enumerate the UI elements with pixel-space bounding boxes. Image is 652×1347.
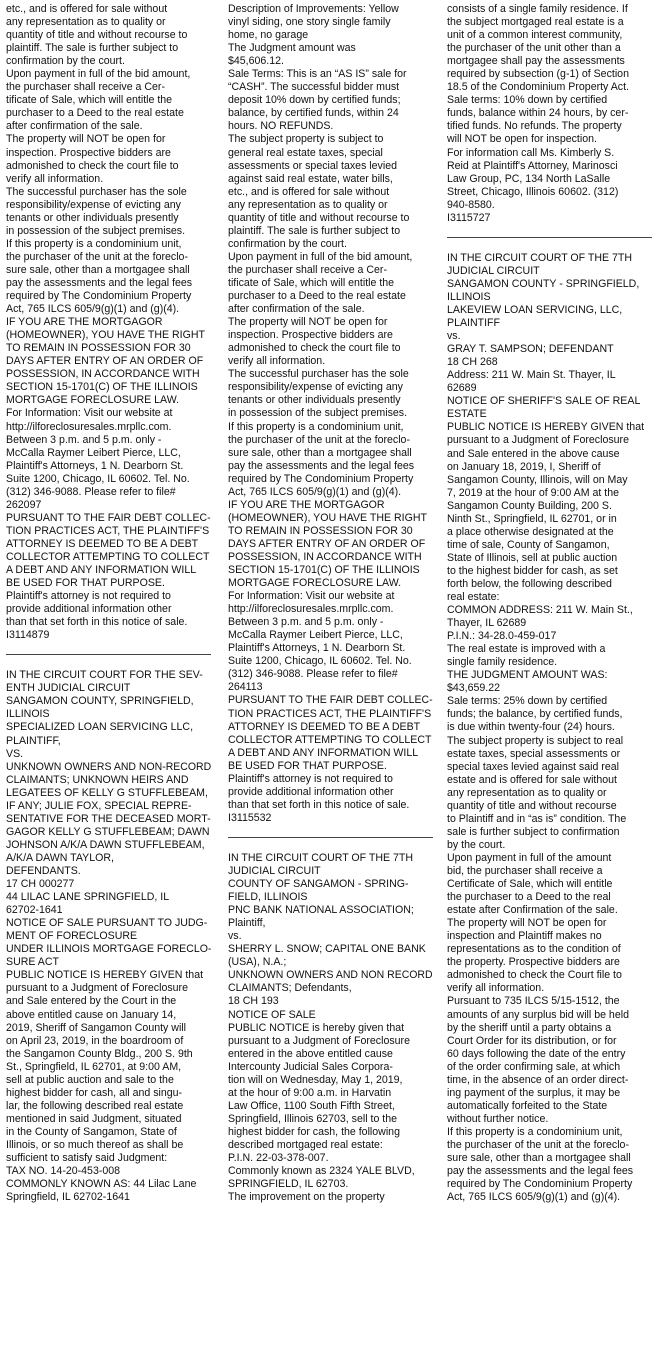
notice-line: tenants or other individuals presently <box>6 211 179 224</box>
notice-line: time, in the absence of an order direct- <box>447 1073 629 1086</box>
notice-line: Plaintiff's attorney is not required to <box>6 590 171 603</box>
notice-line: confirmation by the court. <box>6 55 125 68</box>
notice-line: DAYS AFTER ENTRY OF AN ORDER OF <box>228 537 426 550</box>
notice-line: IF YOU ARE THE MORTGAGOR <box>228 498 385 511</box>
notice-line: required by The Condominium Property <box>447 1178 633 1191</box>
notice-line: in possession of the subject premises. <box>6 224 186 237</box>
notice-line: Plaintiff's Attorneys, 1 N. Dearborn St. <box>228 642 406 655</box>
notice-line: P.I.N.: 34-28.0-459-017 <box>447 630 557 643</box>
notice-line: sell at public auction and sale to the <box>6 1073 174 1086</box>
notice-line: SANGAMON COUNTY, SPRINGFIELD, <box>6 695 194 708</box>
notice-line: than that set forth in this notice of sale. <box>228 798 410 811</box>
notice-line: sure sale, other than a mortgagee shall <box>447 1152 631 1165</box>
notice-pnc-bank <box>228 852 433 1204</box>
notice-line: 940-8580. <box>447 198 495 211</box>
notice-line: 62702-1641 <box>6 904 63 917</box>
notice-line: vs. <box>447 330 461 343</box>
notice-line: P.I.N. 22-03-378-007. <box>228 1152 329 1165</box>
notice-line: Address: 211 W. Main St. Thayer, IL <box>447 369 616 382</box>
notice-line: tion will on Wednesday, May 1, 2019, <box>228 1073 403 1086</box>
notice-line: the purchaser of the unit at the foreclo- <box>6 250 188 263</box>
notice-line: will NOT be open for inspection. <box>447 133 597 146</box>
notice-line: responsibility/expense of evicting any <box>6 198 181 211</box>
notice-line: If this property is a condominium unit, <box>228 420 404 433</box>
notice-line: For Information: Visit our website at <box>228 590 395 603</box>
notice-line: Act, 765 ILCS 605/9(g)(1) and (g)(4). <box>6 303 180 316</box>
notice-line: responsibility/expense of evicting any <box>228 381 403 394</box>
notice-line: PUBLIC NOTICE IS HEREBY GIVEN that <box>447 421 645 434</box>
notice-line: pursuant to a Judgment of Foreclosure <box>447 434 629 447</box>
notice-line: Upon payment in full of the bid amount, <box>6 68 191 81</box>
notice-line: inspection. Prospective bidders are <box>228 329 393 342</box>
notice-line: Law Group, PC, 134 North LaSalle <box>447 172 611 185</box>
notice-line: Suite 1200, Chicago, IL 60602. Tel. No. <box>228 655 412 668</box>
notice-line: required by The Condominium Property <box>228 472 414 485</box>
notice-line: The subject property is subject to <box>228 133 384 146</box>
notice-line: sure sale, other than a mortgagee shall <box>228 446 412 459</box>
notice-line: PUBLIC NOTICE is hereby given that <box>228 1021 405 1034</box>
notice-line: PURSUANT TO THE FAIR DEBT COLLEC- <box>228 694 433 707</box>
notice-line: entered in the above entitled cause <box>228 1047 393 1060</box>
notice-line: special taxes levied against said real <box>447 760 619 773</box>
notice-line: Reid at Plaintiff's Attorney, Marinosci <box>447 159 618 172</box>
notice-line: a place otherwise designated at the <box>447 525 614 538</box>
notice-line: If this property is a condominium unit, <box>6 237 182 250</box>
notice-line: unit of a common interest community, <box>447 29 623 42</box>
notice-line: PUBLIC NOTICE IS HEREBY GIVEN that <box>6 969 204 982</box>
notice-line: Court Order for its distribution, or for <box>447 1034 617 1047</box>
notice-line: Pursuant to 735 ILCS 5/15-1512, the <box>447 995 620 1008</box>
notice-line: highest bidder for cash, all and singu- <box>6 1086 183 1099</box>
notice-line: sure sale, other than a mortgagee shall <box>6 263 190 276</box>
notice-line: funds, balance within 24 hours, by cer- <box>447 107 629 120</box>
notice-line: Upon payment in full of the amount <box>447 851 612 864</box>
notice-line: required by The Condominium Property <box>6 290 192 303</box>
notice-line: NOTICE OF SHERIFF'S SALE OF REAL <box>447 395 641 408</box>
notice-line: Commonly known as 2324 YALE BLVD, <box>228 1165 415 1178</box>
notice-line: general real estate taxes, special <box>228 146 383 159</box>
notice-line: TO REMAIN IN POSSESSION FOR 30 <box>6 342 191 355</box>
notice-line: verify all information. <box>6 172 104 185</box>
notice-line: $43,659.22 <box>447 682 501 695</box>
notice-line: purchaser to a Deed to the real estate <box>6 107 184 120</box>
notice-line: the purchaser of the unit at the foreclo- <box>228 433 410 446</box>
notice-line: assessments or special taxes levied <box>228 159 397 172</box>
notice-line: 17 CH 000277 <box>6 878 75 891</box>
notice-line: The subject property is subject to real <box>447 734 624 747</box>
notice-line: of the order confirming sale, at which <box>447 1060 621 1073</box>
notice-line: ATTORNEY IS DEEMED TO BE A DEBT <box>6 537 199 550</box>
notice-line: PURSUANT TO THE FAIR DEBT COLLEC- <box>6 511 211 524</box>
notice-line: lar, the following described real estate <box>6 1099 184 1112</box>
notice-line: GRAY T. SAMPSON; DEFENDANT <box>447 343 614 356</box>
notice-line: the purchaser to a Deed to the real <box>447 891 611 904</box>
notice-line: balance, by certified funds, within 24 <box>228 107 399 120</box>
notice-line: 44 LILAC LANE SPRINGFIELD, IL <box>6 891 170 904</box>
notice-line: to the highest bidder for cash, as set <box>447 564 618 577</box>
notice-line: UNKNOWN OWNERS AND NON-RECORD <box>6 760 212 773</box>
notice-line: CLAIMANTS; UNKNOWN HEIRS AND <box>6 773 189 786</box>
notice-line: above entitled cause on January 14, <box>6 1008 177 1021</box>
notice-line: State of Illinois, sell at public auction <box>447 551 618 564</box>
notice-line: NOTICE OF SALE <box>228 1008 316 1021</box>
notice-line: 2019, Sheriff of Sangamon County will <box>6 1021 187 1034</box>
notice-line: sale is further subject to confirmation <box>447 825 620 838</box>
column-right <box>447 3 652 1204</box>
notice-line: TO REMAIN IN POSSESSION FOR 30 <box>228 524 413 537</box>
notice-line: pay the assessments and the legal fees <box>6 276 193 289</box>
notice-line: St., Springfield, IL 62701, at 9:00 AM, <box>6 1060 182 1073</box>
notice-line: in the County of Sangamon, State of <box>6 1125 177 1138</box>
notice-line: SPRINGFIELD, IL 62703. <box>228 1178 349 1191</box>
notice-divider <box>447 237 652 238</box>
notice-line: COLLECTOR ATTEMPTING TO COLLECT <box>6 550 210 563</box>
notice-line: A/K/A DAWN TAYLOR, <box>6 851 114 864</box>
notice-line: Description of Improvements: Yellow <box>228 3 399 15</box>
notice-line: admonished to check the court file to <box>6 159 179 172</box>
notice-line: SPECIALIZED LOAN SERVICING LLC, <box>6 721 194 734</box>
notice-line: ing payment of the surplus, it may be <box>447 1086 621 1099</box>
notice-line: TAX NO. 14-20-453-008 <box>6 1165 121 1178</box>
notice-line: BE USED FOR THAT PURPOSE. <box>228 759 387 772</box>
notice-line: IF YOU ARE THE MORTGAGOR <box>6 316 163 329</box>
notice-line: inspection. Prospective bidders are <box>6 146 171 159</box>
notice-line: amounts of any surplus bid will be held <box>447 1008 629 1021</box>
notice-line: Ninth St., Springfield, IL 62701, or in <box>447 512 617 525</box>
notice-line: pay the assessments and the legal fees <box>228 459 415 472</box>
notice-line: (USA), N.A.; <box>228 956 287 969</box>
notice-line: purchaser to a Deed to the real estate <box>228 290 406 303</box>
notice-line: quantity of title and without recourse <box>447 799 617 812</box>
notice-line: and Sale entered in the above cause <box>447 447 620 460</box>
notice-line: Certificate of Sale, which will entitle <box>447 878 613 891</box>
notice-line: LEGATEES OF KELLY G STUFFLEBEAM, <box>6 786 208 799</box>
notice-line: IN THE CIRCUIT COURT OF THE 7TH <box>228 851 414 864</box>
notice-line: after confirmation of the sale. <box>6 120 143 133</box>
notice-line: The property will NOT be open for <box>447 917 607 930</box>
notice-line: BE USED FOR THAT PURPOSE. <box>6 577 165 590</box>
notice-line: 264113 <box>228 681 263 694</box>
notice-line: hours. NO REFUNDS. <box>228 120 334 133</box>
notice-continuation-264113 <box>228 3 433 825</box>
notice-line: http://ilforeclosuresales.mrpllc.com. <box>6 420 172 433</box>
notice-line: on April 23, 2019, in the boardroom of <box>6 1034 184 1047</box>
notice-line: The successful purchaser has the sole <box>228 368 409 381</box>
notice-line: Plaintiff's attorney is not required to <box>228 772 393 785</box>
notice-line: etc., and is offered for sale without <box>6 3 168 15</box>
notice-line: The successful purchaser has the sole <box>6 185 187 198</box>
notice-line: than that set forth in this notice of sale. <box>6 616 188 629</box>
notice-line: A DEBT AND ANY INFORMATION WILL <box>228 746 419 759</box>
notice-line: required by subsection (g-1) of Section <box>447 68 629 81</box>
notice-line: Sale Terms: This is an “AS IS” sale for <box>228 68 407 81</box>
notice-line: the purchaser shall receive a Cer- <box>228 263 387 276</box>
notice-line: highest bidder for cash, the following <box>228 1125 400 1138</box>
notice-line: (312) 346-9088. Please refer to file# <box>6 485 176 498</box>
notice-line: UNKNOWN OWNERS AND NON RECORD <box>228 969 433 982</box>
notice-divider <box>6 654 211 655</box>
notice-line: If this property is a condominium unit, <box>447 1125 623 1138</box>
notice-line: SURE ACT <box>6 956 59 969</box>
notice-line: quantity of title and without recourse to <box>6 29 188 42</box>
notice-line: the purchaser of the unit at the foreclo- <box>447 1138 629 1151</box>
notice-line: forth below, the following described <box>447 577 612 590</box>
notice-line: POSSESSION, IN ACCORDANCE WITH <box>228 550 422 563</box>
notice-line: The real estate is improved with a <box>447 643 606 656</box>
notice-line: verify all information. <box>447 982 545 995</box>
notice-line: home, no garage <box>228 29 309 42</box>
notice-line: by the court. <box>447 838 506 851</box>
notice-line: sufficient to satisfy said Judgment: <box>6 1152 168 1165</box>
notice-line: COLLECTOR ATTEMPTING TO COLLECT <box>228 733 432 746</box>
notice-line: automatically forfeited to the State <box>447 1099 608 1112</box>
notice-line: COMMON ADDRESS: 211 W. Main St., <box>447 604 633 617</box>
notice-line: COUNTY OF SANGAMON - SPRING- <box>228 878 409 891</box>
notice-line: 60 days following the date of the entry <box>447 1047 626 1060</box>
notice-line: A DEBT AND ANY INFORMATION WILL <box>6 564 197 577</box>
notice-line: in possession of the subject premises. <box>228 407 408 420</box>
notice-line: after confirmation of the sale. <box>228 303 365 316</box>
notice-line: verify all information. <box>228 355 326 368</box>
notice-line: $45,606.12. <box>228 55 284 68</box>
notice-line: representations as to the condition of <box>447 943 621 956</box>
notice-line: Springfield, Illinois 62703, sell to the <box>228 1112 398 1125</box>
notice-line: any representation as to quality or <box>6 16 166 29</box>
notice-line: I3114879 <box>6 629 50 642</box>
notice-lakeview-loan-servicing <box>447 252 652 1204</box>
notice-line: IN THE CIRCUIT COURT FOR THE SEV- <box>6 669 203 682</box>
notice-line: PNC BANK NATIONAL ASSOCIATION; <box>228 904 414 917</box>
notice-line: For Information: Visit our website at <box>6 407 173 420</box>
notice-line: real estate: <box>447 591 500 604</box>
notice-line: SHERRY L. SNOW; CAPITAL ONE BANK <box>228 943 426 956</box>
notice-line: time of sale, County of Sangamon, <box>447 538 610 551</box>
notice-line: Springfield, IL 62702-1641 <box>6 1191 130 1204</box>
notice-line: MORTGAGE FORECLOSURE LAW. <box>6 394 180 407</box>
notice-line: ESTATE <box>447 408 487 421</box>
notice-line: SECTION 15-1701(C) OF THE ILLINOIS <box>6 381 198 394</box>
notice-line: Between 3 p.m. and 5 p.m. only - <box>6 433 162 446</box>
notice-line: funds; the balance, by certified funds, <box>447 708 623 721</box>
notice-line: Plaintiff's Attorneys, 1 N. Dearborn St. <box>6 459 184 472</box>
notice-line: GAGOR KELLY G STUFFLEBEAM; DAWN <box>6 825 210 838</box>
notice-line: provide additional information other <box>6 603 172 616</box>
notice-line: ILLINOIS <box>447 290 491 303</box>
notice-line: admonished to check the Court file to <box>447 969 622 982</box>
notice-line: the Sangamon County Bldg., 200 S. 9th <box>6 1047 193 1060</box>
notice-line: POSSESSION, IN ACCORDANCE WITH <box>6 368 200 381</box>
notice-line: is due within twenty-four (24) hours. <box>447 721 615 734</box>
notice-line: http://ilforeclosuresales.mrpllc.com. <box>228 603 394 616</box>
notice-line: tenants or other individuals presently <box>228 394 401 407</box>
notice-line: quantity of title and without recourse to <box>228 211 410 224</box>
notice-line: Upon payment in full of the bid amount, <box>228 250 413 263</box>
notice-line: PLAINTIFF, <box>6 734 61 747</box>
notice-line: without further notice. <box>447 1112 549 1125</box>
notice-line: JOHNSON A/K/A DAWN STUFFLEBEAM, <box>6 838 205 851</box>
notice-line: pursuant to a Judgment of Foreclosure <box>228 1034 410 1047</box>
notice-line: the purchaser shall receive a Cer- <box>6 81 165 94</box>
notice-line: Act, 765 ILCS 605/9(g)(1) and (g)(4). <box>447 1191 621 1204</box>
notice-line: vs. <box>228 930 242 943</box>
notice-line: McCalla Raymer Leibert Pierce, LLC, <box>228 629 403 642</box>
notice-line: VS. <box>6 747 24 760</box>
notice-line: the purchaser of the unit other than a <box>447 42 621 55</box>
notice-line: pay the assessments and the legal fees <box>447 1165 634 1178</box>
notice-line: McCalla Raymer Leibert Pierce, LLC, <box>6 446 181 459</box>
notice-line: The property will NOT be open for <box>228 316 388 329</box>
notice-line: provide additional information other <box>228 785 394 798</box>
notice-line: Thayer, IL 62689 <box>447 617 527 630</box>
notice-line: ATTORNEY IS DEEMED TO BE A DEBT <box>228 720 421 733</box>
notice-line: 262097 <box>6 498 42 511</box>
notice-specialized-loan-servicing <box>6 669 211 1204</box>
notice-line: tificate of Sale, which will entitle the <box>228 276 395 289</box>
notice-line: consists of a single family residence. If <box>447 3 628 15</box>
notice-line: Law Office, 1100 South Fifth Street, <box>228 1099 395 1112</box>
notice-line: IF ANY; JULIE FOX, SPECIAL REPRE- <box>6 799 192 812</box>
notice-line: The improvement on the property <box>228 1191 385 1204</box>
notice-line: 18 CH 193 <box>228 995 279 1008</box>
notice-line: ILLINOIS <box>6 708 50 721</box>
notice-line: 7, 2019 at the hour of 9:00 AM at the <box>447 486 619 499</box>
notice-line: mortgagee shall pay the assessments <box>447 55 625 68</box>
notice-line: 18 CH 268 <box>447 356 498 369</box>
notice-line: 62689 <box>447 382 477 395</box>
notice-divider <box>228 837 433 838</box>
notice-line: SANGAMON COUNTY - SPRINGFIELD, <box>447 277 640 290</box>
notice-line: CLAIMANTS; Defendants, <box>228 982 352 995</box>
notice-line: single family residence. <box>447 656 558 669</box>
notice-line: The property will NOT be open for <box>6 133 166 146</box>
notice-line: etc., and is offered for sale without <box>228 185 390 198</box>
notice-line: “CASH”. The successful bidder must <box>228 81 400 94</box>
notice-line: tified funds. No refunds. The property <box>447 120 622 133</box>
notice-line: DEFENDANTS. <box>6 865 81 877</box>
notice-line: vinyl siding, one story single family <box>228 16 391 29</box>
notice-line: and Sale entered by the Court in the <box>6 995 177 1008</box>
notice-line: deposit 10% down by certified funds; <box>228 94 401 107</box>
notice-line: admonished to check the court file to <box>228 342 401 355</box>
notice-line: Sale terms: 10% down by certified <box>447 94 608 107</box>
notice-line: plaintiff. The sale is further subject to <box>228 224 401 237</box>
notice-line: Sangamon County Building, 200 S. <box>447 499 612 512</box>
notice-line: ENTH JUDICIAL CIRCUIT <box>6 682 131 695</box>
notice-line: plaintiff. The sale is further subject to <box>6 42 179 55</box>
notice-line: (HOMEOWNER), YOU HAVE THE RIGHT <box>6 329 205 342</box>
notice-line: TION PRACTICES ACT, THE PLAINTIFF'S <box>228 707 432 720</box>
notice-line: the subject mortgaged real estate is a <box>447 16 624 29</box>
notice-line: I3115532 <box>228 811 272 824</box>
notice-line: Intercounty Judicial Sales Corpora- <box>228 1060 393 1073</box>
notice-line: DAYS AFTER ENTRY OF AN ORDER OF <box>6 355 204 368</box>
notice-line: tificate of Sale, which will entitle the <box>6 94 173 107</box>
notice-line: the property. Prospective bidders are <box>447 956 620 969</box>
notice-line: TION PRACTICES ACT, THE PLAINTIFF'S <box>6 524 210 537</box>
notice-line: FIELD, ILLINOIS <box>228 891 308 904</box>
notice-line: Illinois, or so much thereof as shall be <box>6 1138 184 1151</box>
notice-line: (312) 346-9088. Please refer to file# <box>228 668 398 681</box>
notice-line: NOTICE OF SALE PURSUANT TO JUDG- <box>6 917 208 930</box>
notice-line: mentioned in said Judgment, situated <box>6 1112 182 1125</box>
notice-line: to Plaintiff and in “as is” condition. The <box>447 812 627 825</box>
notice-line: UNDER ILLINOIS MORTGAGE FORECLO- <box>6 943 212 956</box>
notice-line: COMMONLY KNOWN AS: 44 Lilac Lane <box>6 1178 197 1191</box>
notice-line: estate and is offered for sale without <box>447 773 617 786</box>
notice-line: Act, 765 ILCS 605/9(g)(1) and (g)(4). <box>228 485 402 498</box>
notice-line: SENTATIVE FOR THE DECEASED MORT- <box>6 812 211 825</box>
notice-line: estate after Confirmation of the sale. <box>447 904 618 917</box>
notice-line: on January 18, 2019, I, Sheriff of <box>447 460 601 473</box>
notice-line: at the hour of 9:00 a.m. in Harvatin <box>228 1086 392 1099</box>
notice-line: confirmation by the court. <box>228 237 347 250</box>
notice-line: SECTION 15-1701(C) OF THE ILLINOIS <box>228 564 420 577</box>
notice-line: bid, the purchaser shall receive a <box>447 865 603 877</box>
notice-line: JUDICIAL CIRCUIT <box>447 264 540 277</box>
notice-line: Sangamon County, Illinois, will on May <box>447 473 628 486</box>
notice-line: Sale terms: 25% down by certified <box>447 695 608 708</box>
notice-line: LAKEVIEW LOAN SERVICING, LLC, <box>447 303 623 316</box>
notice-line: Suite 1200, Chicago, IL 60602. Tel. No. <box>6 472 190 485</box>
notice-line: Plaintiff, <box>228 917 266 930</box>
notice-line: 18.5 of the Condominium Property Act. <box>447 81 629 94</box>
notice-line: I3115727 <box>447 211 491 224</box>
notice-line: For information call Ms. Kimberly S. <box>447 146 615 159</box>
notice-line: JUDICIAL CIRCUIT <box>228 865 321 877</box>
notice-line: Street, Chicago, Illinois 60602. (312) <box>447 185 619 198</box>
notice-line: MORTGAGE FORECLOSURE LAW. <box>228 577 402 590</box>
column-left <box>6 3 211 1204</box>
notice-line: estate taxes, special assessments or <box>447 747 621 760</box>
notice-line: by the sheriff until a party obtains a <box>447 1021 612 1034</box>
notice-line: inspection and Plaintiff makes no <box>447 930 602 943</box>
notice-line: against said real estate, water bills, <box>228 172 393 185</box>
notice-line: (HOMEOWNER), YOU HAVE THE RIGHT <box>228 511 427 524</box>
notice-line: The Judgment amount was <box>228 42 356 55</box>
column-middle <box>228 3 433 1204</box>
notice-line: THE JUDGMENT AMOUNT WAS: <box>447 669 608 682</box>
notice-continuation-marinosci <box>447 3 652 225</box>
notice-line: any representation as to quality or <box>447 786 607 799</box>
notice-line: PLAINTIFF <box>447 317 500 330</box>
notice-line: MENT OF FORECLOSURE <box>6 930 138 943</box>
notice-line: pursuant to a Judgment of Foreclosure <box>6 982 188 995</box>
notice-continuation-262097 <box>6 3 211 642</box>
notice-line: IN THE CIRCUIT COURT OF THE 7TH <box>447 251 633 264</box>
notice-line: Between 3 p.m. and 5 p.m. only - <box>228 616 384 629</box>
notice-line: any representation as to quality or <box>228 198 388 211</box>
notice-line: described mortgaged real estate: <box>228 1138 383 1151</box>
